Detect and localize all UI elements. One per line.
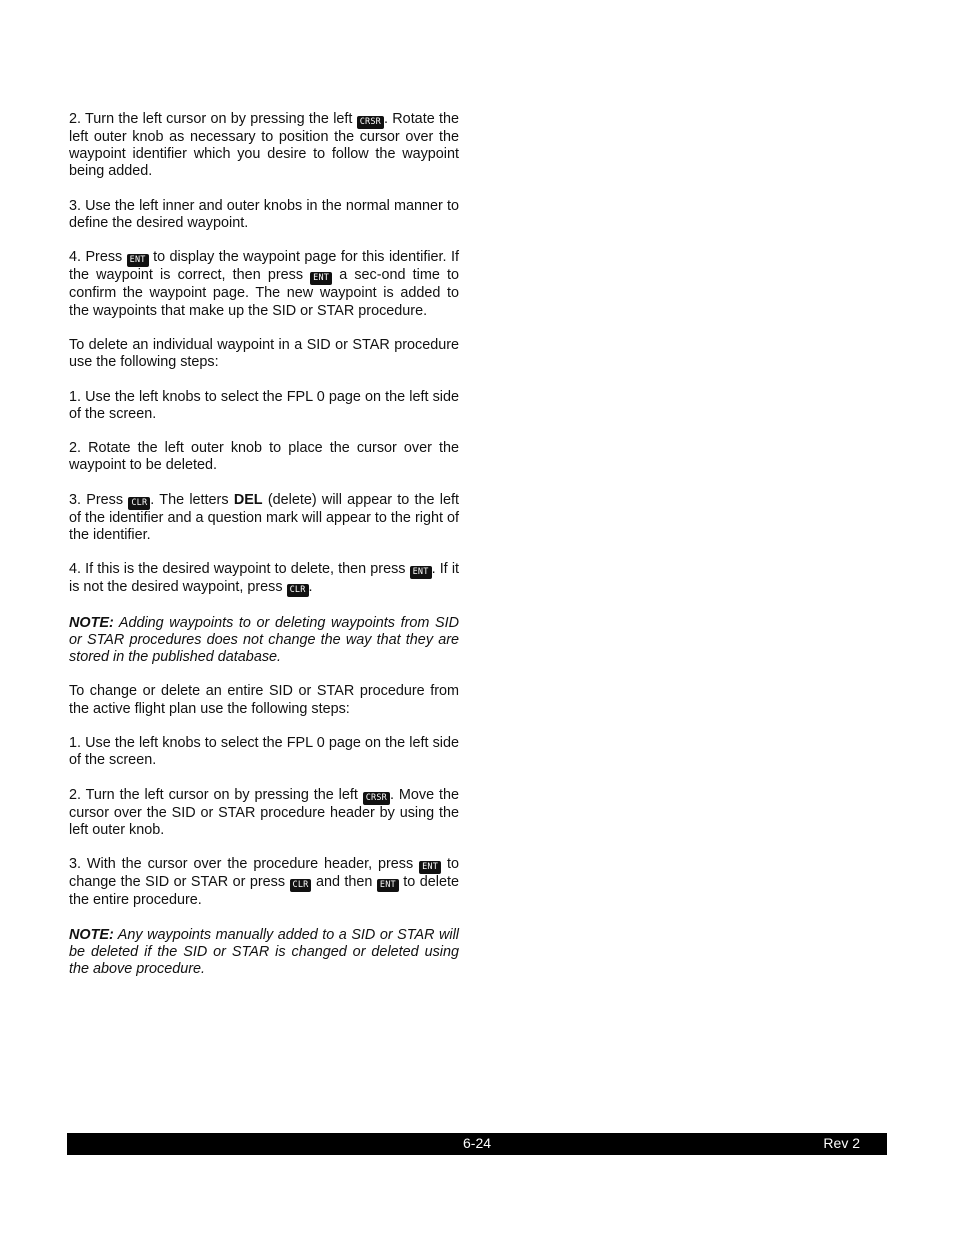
note-label: NOTE: xyxy=(69,614,114,631)
text: 3. Press xyxy=(69,491,129,508)
body-column xyxy=(69,111,459,978)
text: . The letters xyxy=(150,491,234,508)
step-4-press-ent xyxy=(69,249,459,319)
ent-key-icon: ENT xyxy=(310,272,332,285)
note-label: NOTE: xyxy=(69,926,114,943)
clr-key-icon: CLR xyxy=(290,879,312,892)
text: . xyxy=(308,579,313,596)
note-text: Any waypoints manually added to a SID or STAR will be deleted if the SID or STAR is changed or deleted using the above procedure. xyxy=(69,926,459,977)
step-3-define-waypoint: 3. Use the left inner and outer knobs in the normal manner to define the desired waypoint. xyxy=(69,197,459,231)
change-intro: To change or delete an entire SID or STAR procedure from the active flight plan use the following steps: xyxy=(69,683,459,717)
del-label: DEL xyxy=(233,491,263,508)
text: 2. Turn the left cursor on by pressing the left xyxy=(69,111,357,127)
crsr-key-icon: CRSR xyxy=(357,116,384,129)
change-step-1: 1. Use the left knobs to select the FPL 0 page on the left side of the screen. xyxy=(69,734,459,769)
page-footer xyxy=(67,1133,887,1155)
change-step-3 xyxy=(69,856,459,909)
delete-step-2: 2. Rotate the left outer knob to place the cursor over the waypoint to be deleted. xyxy=(69,440,459,474)
note-adding-deleting xyxy=(69,615,459,667)
delete-step-4 xyxy=(69,561,459,597)
text: 2. Turn the left cursor on by pressing the left xyxy=(69,786,363,803)
revision-label: Rev 2 xyxy=(823,1135,860,1151)
clr-key-icon: CLR xyxy=(128,497,150,510)
ent-key-icon: ENT xyxy=(377,879,399,892)
note-text: Adding waypoints to or deleting waypoints from SID or STAR procedures does not change the way that they are stored in the published database. xyxy=(69,614,459,665)
step-2-turn-cursor-on xyxy=(69,111,459,181)
ent-key-icon: ENT xyxy=(419,861,441,874)
text: to delete the entire procedure. xyxy=(69,874,459,909)
text: . Move the cursor over the SID or STAR procedure header by using the left outer knob. xyxy=(69,786,459,838)
note-manual-waypoints xyxy=(69,927,459,979)
text: a sec-ond time to confirm the waypoint page. The new waypoint is added to the waypoints that make up the SID or STAR procedure. xyxy=(69,267,459,319)
text: to display the waypoint page for this identifier. If the waypoint is correct, then press xyxy=(69,249,459,284)
ent-key-icon: ENT xyxy=(127,254,149,267)
crsr-key-icon: CRSR xyxy=(363,792,390,805)
text: 4. If this is the desired waypoint to delete, then press xyxy=(69,561,410,578)
text: 4. Press xyxy=(69,249,127,266)
delete-step-1: 1. Use the left knobs to select the FPL 0 page on the left side of the screen. xyxy=(69,388,459,422)
ent-key-icon: ENT xyxy=(410,566,432,579)
text: (delete) will appear to the left of the identifier and a question mark will appear to the right of the identifier. xyxy=(69,491,459,543)
page-number: 6-24 xyxy=(463,1135,492,1151)
clr-key-icon: CLR xyxy=(287,584,309,597)
text: and then xyxy=(311,874,377,891)
text: . Rotate the left outer knob as necessary to position the cursor over the waypoint identifier which you desire to follow the waypoint being added. xyxy=(69,111,459,180)
delete-step-3 xyxy=(69,492,459,544)
change-step-2 xyxy=(69,787,459,839)
text: 3. With the cursor over the procedure header, press xyxy=(69,856,420,873)
delete-intro: To delete an individual waypoint in a SID or STAR procedure use the following steps: xyxy=(69,336,459,371)
text: to change the SID or STAR or press xyxy=(69,856,459,891)
text: . If it is not the desired waypoint, press xyxy=(69,561,460,596)
